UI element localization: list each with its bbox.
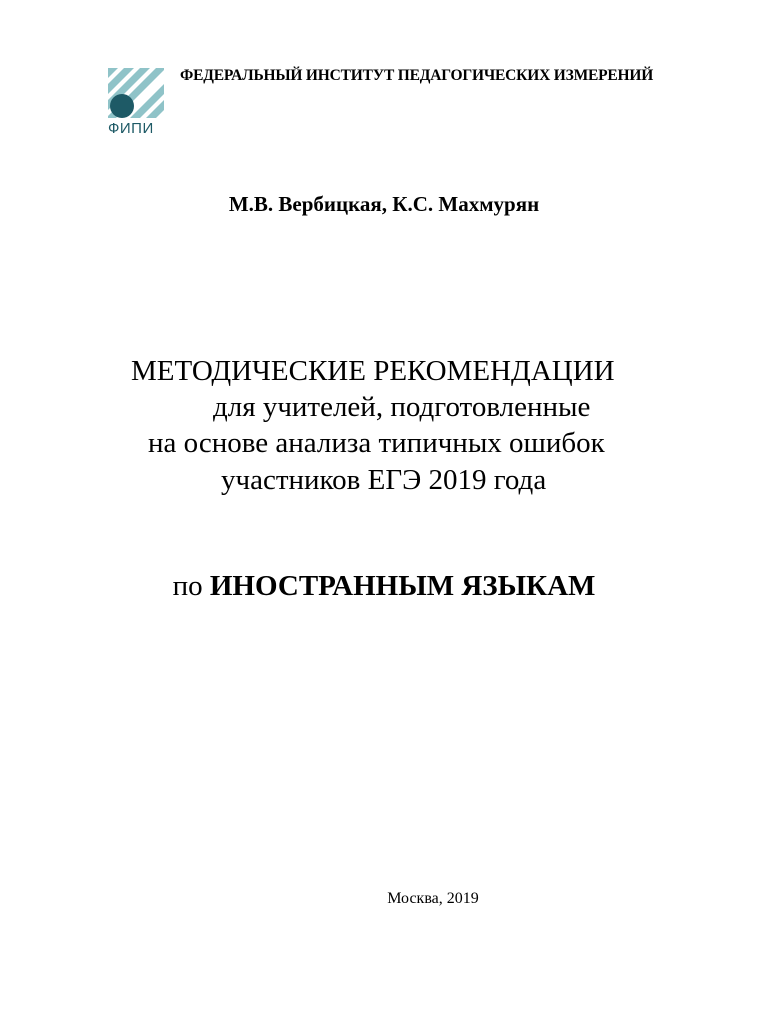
institute-name: ФЕДЕРАЛЬНЫЙ ИНСТИТУТ ПЕДАГОГИЧЕСКИХ ИЗМЕРЕНИЙ [180,67,654,84]
title-line-3: на основе анализа типичных ошибок [148,427,605,459]
city-year: Москва, 2019 [387,890,479,907]
title-line-4: участников ЕГЭ 2019 года [221,464,547,496]
fipi-logo [108,68,166,138]
fipi-emblem-icon [108,68,166,120]
title-line-2: для учителей, подготовленные [213,391,591,423]
subject-heading [0,570,768,603]
authors: М.В. Вербицкая, К.С. Махмурян [228,192,540,216]
subject-name: ИНОСТРАННЫМ ЯЗЫКАМ [209,570,596,602]
subject-prefix: по [172,570,203,602]
title-line-1: МЕТОДИЧЕСКИЕ РЕКОМЕНДАЦИИ [131,355,615,387]
logo-text: ФИПИ [108,120,154,137]
